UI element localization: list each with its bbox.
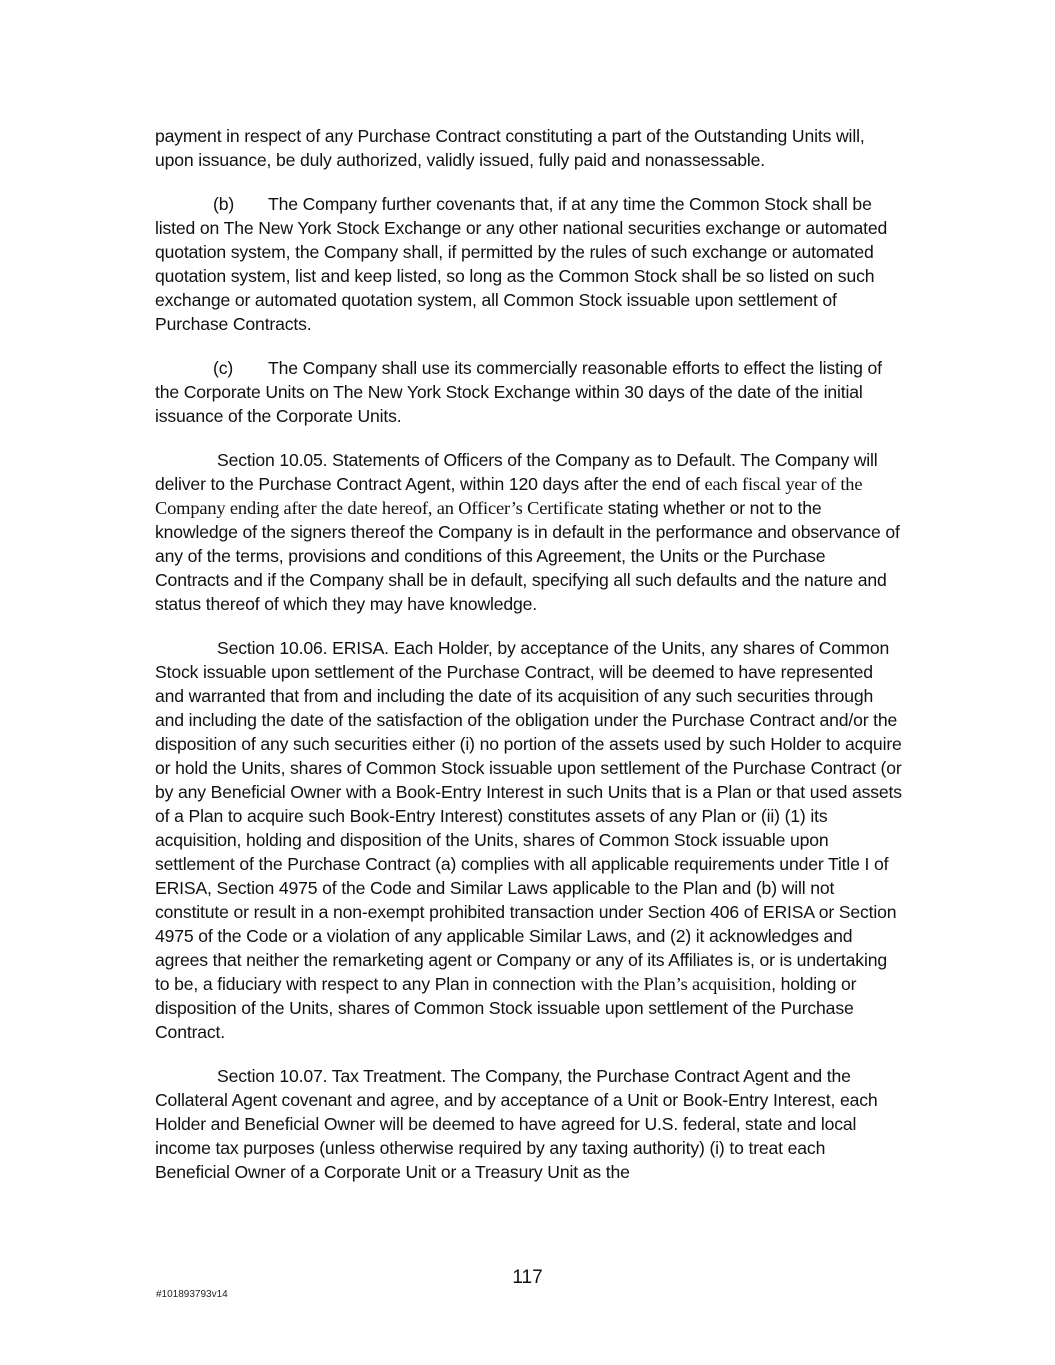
paragraph-text: Section 10.06. ERISA. Each Holder, by acceptance of the Units, any shares of Common Stock issuable upon settlement of the Purchase Contract, will be deemed to have represented and warranted that from and including the date of its acquisition of any such securities through and including the date of the satisfaction of the obligation under the Purchase Contract and/or the disposition of any such securities either (i) no portion of the assets used by such Holder to acquire or hold the Units, shares of Common Stock issuable upon settlement of the Purchase Contract (or by any Beneficial Owner with a Book-Entry Interest in such Units that is a Plan or that used assets of a Plan to acquire such Book-Entry Interest) constitutes assets of any Plan or (ii) (1) its acquisition, holding and disposition of the Units, shares of Common Stock issuable upon settlement of the Purchase Contract (a) complies with all applicable requirements under Title I of ERISA, Section 4975 of the Code and Similar Laws applicable to the Plan and (b) will not constitute or result in a non-exempt prohibited transaction under Section 406 of ERISA or Section 4975 of the Code or a violation of any applicable Similar Laws, and (2) it acknowledges and agrees that neither the remarketing agent or Company or any of its Affiliates is, or is undertaking to be, a fiduciary with respect to any Plan in connection: [155, 638, 902, 994]
section-10-06: [155, 636, 903, 1044]
paragraph-text: , holding or disposition of the Units, shares of Common Stock issuable upon settlement of the Purchase Contract.: [155, 974, 857, 1042]
paragraph-text: payment in respect of any Purchase Contract constituting a part of the Outstanding Units will, upon issuance, be duly authorized, validly issued, fully paid and nonassessable.: [155, 126, 865, 170]
paragraph-text: The Company shall use its commercially reasonable efforts to effect the listing of the Corporate Units on The New York Stock Exchange within 30 days of the date of the initial issuance of the Corporate Units.: [155, 358, 882, 426]
paragraph-text: The Company further covenants that, if at any time the Common Stock shall be listed on The New York Stock Exchange or any other national securities exchange or automated quotation system, the Company shall, if permitted by the rules of such exchange or automated quotation system, list and keep listed, so long as the Common Stock shall be so listed on such exchange or automated quotation system, all Common Stock issuable upon settlement of Purchase Contracts.: [155, 194, 888, 334]
section-10-07: [155, 1064, 903, 1184]
item-label: (b): [213, 194, 235, 214]
document-id: #101893793v14: [156, 1289, 228, 1300]
page-number: 117: [512, 1267, 543, 1288]
paragraph-text: Section 10.05. Statements of Officers of the Company as to Default. The Company will deliver to the Purchase Contract Agent, within 120 days after the end of: [155, 450, 878, 494]
paragraph-continuation: [155, 124, 903, 172]
section-10-05: [155, 448, 903, 616]
paragraph-text-serif: with the Plan’s acquisition: [580, 974, 772, 994]
item-label: (c): [213, 358, 234, 378]
paragraph-text: Section 10.07. Tax Treatment. The Company, the Purchase Contract Agent and the Collateral Agent covenant and agree, and by acceptance of a Unit or Book-Entry Interest, each Holder and Beneficial Owner will be deemed to have agreed for U.S. federal, state and local income tax purposes (unless otherwise required by any taxing authority) (i) to treat each Beneficial Owner of a Corporate Unit or a Treasury Unit as the: [155, 1066, 878, 1182]
paragraph-text: stating whether or not to the knowledge of the signers thereof the Company is in default in the performance and observance of any of the terms, provisions and conditions of this Agreement, the Units or the Purchase Contracts and if the Company shall be in default, specifying all such defaults and the nature and status thereof of which they may have knowledge.: [155, 498, 900, 614]
paragraph-item-b: [155, 192, 903, 336]
document-body: [155, 124, 903, 1204]
paragraph-item-c: [155, 356, 903, 428]
paragraph-text-serif: each fiscal year of the Company ending after the date hereof, an Officer’s Certificate: [155, 474, 863, 518]
